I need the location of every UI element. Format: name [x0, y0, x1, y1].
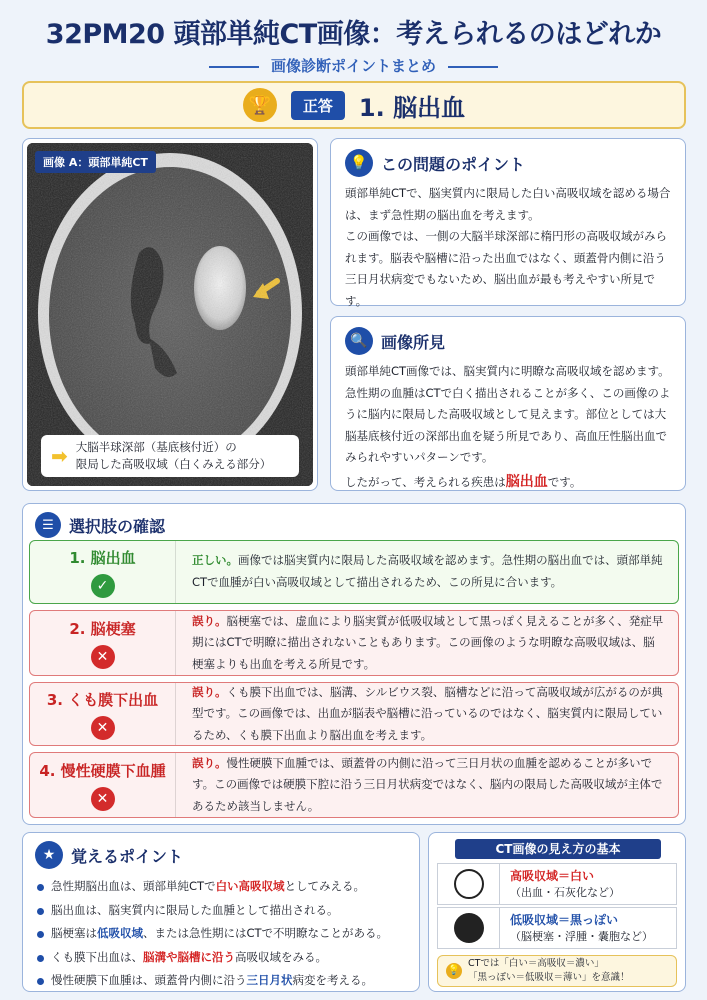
- remember-list: [35, 875, 407, 993]
- tip-line-1: CTでは「白い＝高吸収＝濃い」: [468, 958, 604, 970]
- star-icon: ★: [35, 841, 63, 869]
- ct-basics-title: CT画像の見え方の基本: [455, 839, 661, 859]
- choice-explanation: 慢性硬膜下血腫では、頭蓋骨の内側に沿って三日月状の血腫を認めることが多いです。この画像では硬膜下腔に沿う三日月状病変ではなく、脳内の限局した高吸収域が主体であるため該当しません。: [192, 755, 663, 813]
- check-icon: ✓: [91, 574, 115, 598]
- lightbulb-icon: 💡: [345, 149, 373, 177]
- ct-scan-image: [27, 143, 313, 486]
- choice-name: 3. くも膜下出血: [46, 690, 159, 709]
- conclusion-disease: 脳出血: [505, 474, 548, 491]
- ct-basics-section: [428, 832, 686, 992]
- tip-line-2: 「黒っぽい＝低吸収＝薄い」を意識！: [468, 972, 630, 983]
- list-item: くも膜下出血は、脳溝や脳槽に沿う高吸収域をみる。: [35, 946, 407, 970]
- ct-image-label: 画像 A：頭部単純CT: [35, 151, 156, 173]
- remember-section: [22, 832, 420, 992]
- answer-text: 1. 脳出血: [358, 93, 466, 122]
- magnifier-icon: 🔍: [345, 327, 373, 355]
- high-density-row: [437, 863, 677, 905]
- choice-verdict: 誤り。: [192, 755, 227, 770]
- choice-name: 4. 慢性硬膜下血腫: [39, 761, 166, 780]
- choice-explanation: くも膜下出血では、脳溝、シルビウス裂、脳槽などに沿って高吸収域が広がるのが典型です。この画像では、出血が脳表や脳槽に沿っているのではなく、脳実質内に限局しているため、くも膜下出血より脳出血を考えます。: [192, 684, 663, 742]
- lightbulb-icon: 💡: [446, 963, 462, 979]
- trophy-icon: 🏆: [243, 88, 277, 122]
- findings-conclusion: [345, 469, 671, 495]
- low-density-row: [437, 907, 677, 949]
- choice-verdict: 誤り。: [192, 684, 227, 699]
- choice-explanation: 画像では脳実質内に限局した高吸収域を認めます。急性期の脳出血では、頭部単純CTで血腫が白い高吸収域として描出されるため、この所見に合います。: [192, 553, 663, 589]
- black-circle-icon: [454, 913, 484, 943]
- choice-name: 2. 脳梗塞: [69, 619, 136, 638]
- subtitle-rule-left: [209, 66, 259, 68]
- list-item: 慢性硬膜下血腫は、頭蓋骨内側に沿う三日月状病変を考える。: [35, 969, 407, 993]
- ct-caption-line2: 限局した高吸収域（白くみえる部分）: [75, 457, 272, 471]
- page-title: 32PM20 頭部単純CT画像：考えられるのはどれか: [45, 19, 662, 50]
- point-box: [330, 138, 686, 309]
- conclusion-post: です。: [547, 475, 582, 490]
- choice-verdict: 正しい。: [192, 553, 238, 568]
- cross-icon: ✕: [91, 645, 115, 669]
- choice-item-1: [29, 540, 679, 604]
- high-density-label: 高吸収域＝白い: [510, 868, 595, 883]
- ct-caption-line1: 大脳半球深部（基底核付近）の: [75, 439, 237, 454]
- arrow-right-icon: ➡: [51, 444, 68, 468]
- remember-title: 覚えるポイント: [71, 846, 184, 866]
- findings-paragraph: 頭部単純CT画像では、脳実質内に明瞭な高吸収域を認めます。急性期の血腫はCTで白く描出されることが多く、この画像のように脳内に限局した高吸収域として見えます。部位としては大脳基底核付近の深部出血を疑う所見であり、高血圧性脳出血でみられやすいパターンです。: [345, 364, 671, 465]
- ct-caption-text: [76, 439, 272, 474]
- cross-icon: ✕: [91, 787, 115, 811]
- choice-verdict: 誤り。: [192, 613, 227, 628]
- point-paragraph-1: 頭部単純CTで、脳実質内に限局した白い高吸収域を認める場合は、まず急性期の脳出血を考えます。: [345, 186, 671, 222]
- choices-section: [22, 503, 686, 825]
- list-item: 脳出血は、脳実質内に限局した血腫として描出される。: [35, 899, 407, 923]
- list-item: 急性期脳出血は、頭部単純CTで白い高吸収域としてみえる。: [35, 875, 407, 899]
- subtitle-rule-right: [448, 66, 498, 68]
- ct-tip: [437, 955, 677, 987]
- cross-icon: ✕: [91, 716, 115, 740]
- choice-item-4: [29, 752, 679, 818]
- choice-item-3: [29, 682, 679, 746]
- point-paragraph-2: この画像では、一側の大脳半球深部に楕円形の高吸収域がみられます。脳表や脳槽に沿った出血ではなく、頭蓋骨内側に沿う三日月状病変でもないため、脳出血が最も考えやすい所見です。: [345, 229, 667, 309]
- answer-tag: 正答: [291, 91, 345, 120]
- list-item: 脳梗塞は低吸収域、または急性期にはCTで不明瞭なことがある。: [35, 922, 407, 946]
- page-subtitle: [0, 55, 707, 76]
- high-density-examples: （出血・石灰化など）: [510, 885, 620, 899]
- ct-image-panel: [22, 138, 318, 491]
- findings-box: [330, 316, 686, 491]
- point-title: この問題のポイント: [381, 154, 526, 174]
- choice-name: 1. 脳出血: [69, 548, 136, 567]
- white-circle-icon: [454, 869, 484, 899]
- ct-caption: [41, 435, 299, 477]
- subtitle-text: 画像診断ポイントまとめ: [270, 57, 436, 75]
- conclusion-pre: したがって、考えられる疾患は: [345, 475, 506, 490]
- low-density-label: 低吸収域＝黒っぽい: [510, 912, 619, 927]
- choices-title: 選択肢の確認: [69, 516, 166, 536]
- low-density-examples: （脳梗塞・浮腫・嚢胞など）: [510, 929, 653, 943]
- checklist-icon: ☰: [35, 512, 61, 538]
- choice-explanation: 脳梗塞では、虚血により脳実質が低吸収域として黒っぽく見えることが多く、発症早期にはCTで明瞭に描出されないこともあります。この画像のような明瞭な高吸収域は、脳梗塞よりも出血を考える所見です。: [192, 613, 664, 671]
- choice-item-2: [29, 610, 679, 676]
- answer-banner: [22, 81, 686, 129]
- findings-title: 画像所見: [381, 332, 446, 352]
